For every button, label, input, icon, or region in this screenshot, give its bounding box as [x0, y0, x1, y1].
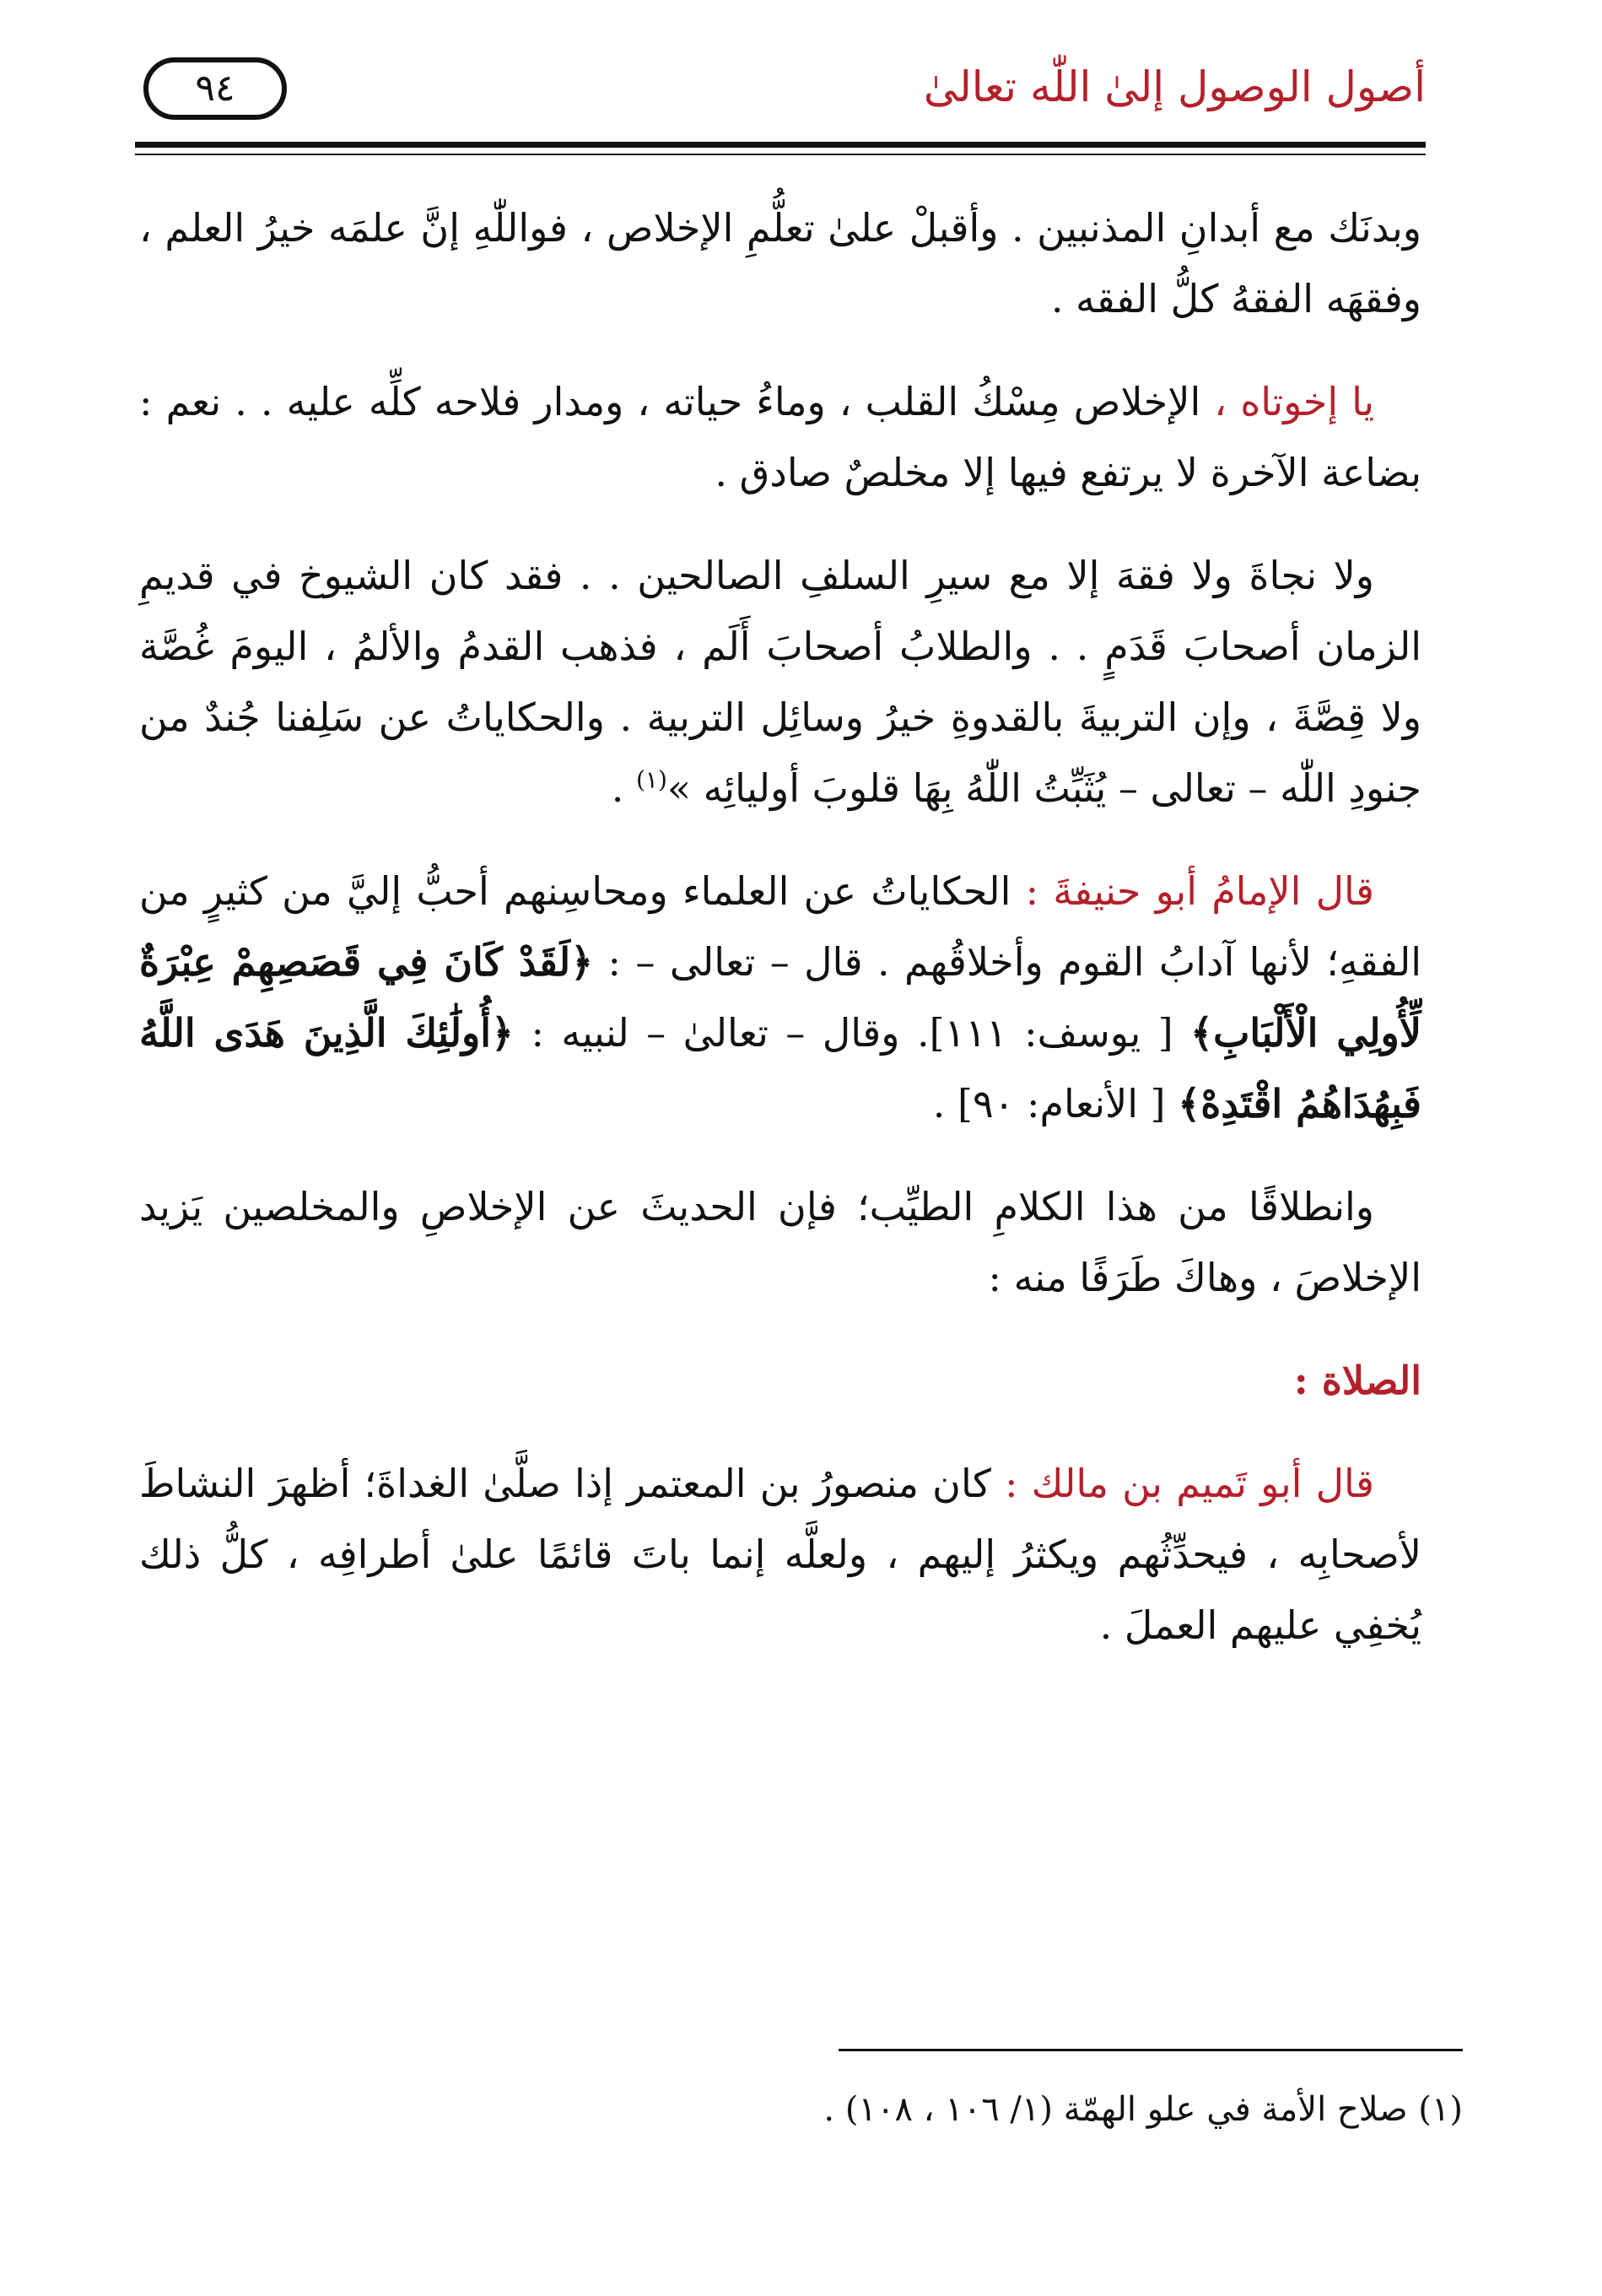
paragraph-3-text: ولا نجاةَ ولا فقهَ إلا مع سيرِ السلفِ الصالحين . . فقد كان الشيوخ في قديمِ الزمان أصحابَ قَدَمٍ . . والطلابُ أصحابَ أَلَم ، فذهب القدمُ والألمُ ، اليومَ غُصَّة ولا قِصَّةَ ، وإن التربيةَ بالقدوةِ خيرُ وسائِل التربية . والحكاياتُ عن سَلِفنا جُندٌ من جنودِ اللّٰه – تعالى – يُثَبِّتُ اللّٰهُ بِهَا قلوبَ أوليائِه » — [139, 553, 1421, 811]
quran-verse-1: ﴿لَقَدْ كَانَ فِي قَصَصِهِمْ عِبْرَةٌ لِّأُولِي الْأَلْبَابِ﴾ — [139, 939, 1422, 1056]
footnote-separator — [839, 2049, 1463, 2051]
paragraph-2 — [139, 366, 1421, 508]
paragraph-4 — [139, 856, 1421, 1139]
paragraph-4-lead: قال الإمامُ أبو حنيفةَ : — [1025, 868, 1374, 914]
footnote: (١) صلاح الأمة في علو الهمّة (١/ ١٠٦ ، ١٠٨) . — [823, 2090, 1463, 2129]
paragraph-2-lead: يا إخوتاه ، — [1214, 379, 1374, 424]
paragraph-2-text: الإخلاص مِسْكُ القلب ، وماءُ حياته ، ومدار فلاحه كلِّه عليه . . نعم : بضاعة الآخرة لا يرتفع فيها إلا مخلصٌ صادق . — [139, 379, 1421, 495]
main-text — [139, 192, 1421, 1693]
running-title: أصول الوصول إلىٰ اللّٰه تعالىٰ — [923, 62, 1426, 111]
paragraph-4-text-a: الحكاياتُ عن العلماء ومحاسِنهم أحبُّ إليَّ من كثيرٍ من الفقهِ؛ لأنها آدابُ القوم وأخلاقُهم . قال – تعالى – : — [139, 868, 1421, 985]
quran-verse-2: ﴿أُولَٰئِكَ الَّذِينَ هَدَى اللَّهُ فَبِهُدَاهُمُ اقْتَدِهْ﴾ — [139, 1010, 1421, 1126]
section-heading: الصلاة : — [1293, 1358, 1421, 1403]
paragraph-3-end: . — [611, 765, 636, 811]
paragraph-5-text: وانطلاقًا من هذا الكلامِ الطيِّب؛ فإن الحديثَ عن الإخلاصِ والمخلصين يَزيد الإخلاصَ ، وهاكَ طَرَفًا منه : — [139, 1184, 1421, 1300]
header-rule-thin — [135, 154, 1426, 155]
paragraph-4-text-c: [ الأنعام: ٩٠] . — [932, 1081, 1179, 1126]
page-number: ٩٤ — [143, 57, 287, 120]
paragraph-4-text-b: [ يوسف: ١١١]. وقال – تعالىٰ – لنبيه : — [514, 1010, 1191, 1056]
header-rule-thick — [135, 142, 1426, 148]
paragraph-3 — [139, 540, 1421, 824]
paragraph-6-text: كان منصورُ بن المعتمر إذا صلَّىٰ الغداةَ؛ أظهرَ النشاطَ لأصحابِه ، فيحدِّثُهم ويكثرُ إليهم ، ولعلَّه إنما باتَ قائمًا علىٰ أطرافِه ، كلُّ ذلك يُخفِي عليهم العملَ . — [139, 1461, 1421, 1648]
paragraph-6 — [139, 1448, 1421, 1661]
footnote-reference: (١) — [635, 765, 667, 794]
paragraph-6-lead: قال أبو تَميم بن مالك : — [1004, 1461, 1375, 1506]
paragraph-1 — [139, 192, 1421, 334]
paragraph-1-text: وبدنَك مع أبدانِ المذنبين . وأقبلْ علىٰ تعلُّمِ الإخلاص ، فواللّٰهِ إنَّ علمَه خيرُ العلم ، وفقهَه الفقهُ كلُّ الفقه . — [139, 205, 1421, 321]
paragraph-5 — [139, 1171, 1421, 1313]
page-header — [135, 51, 1426, 143]
